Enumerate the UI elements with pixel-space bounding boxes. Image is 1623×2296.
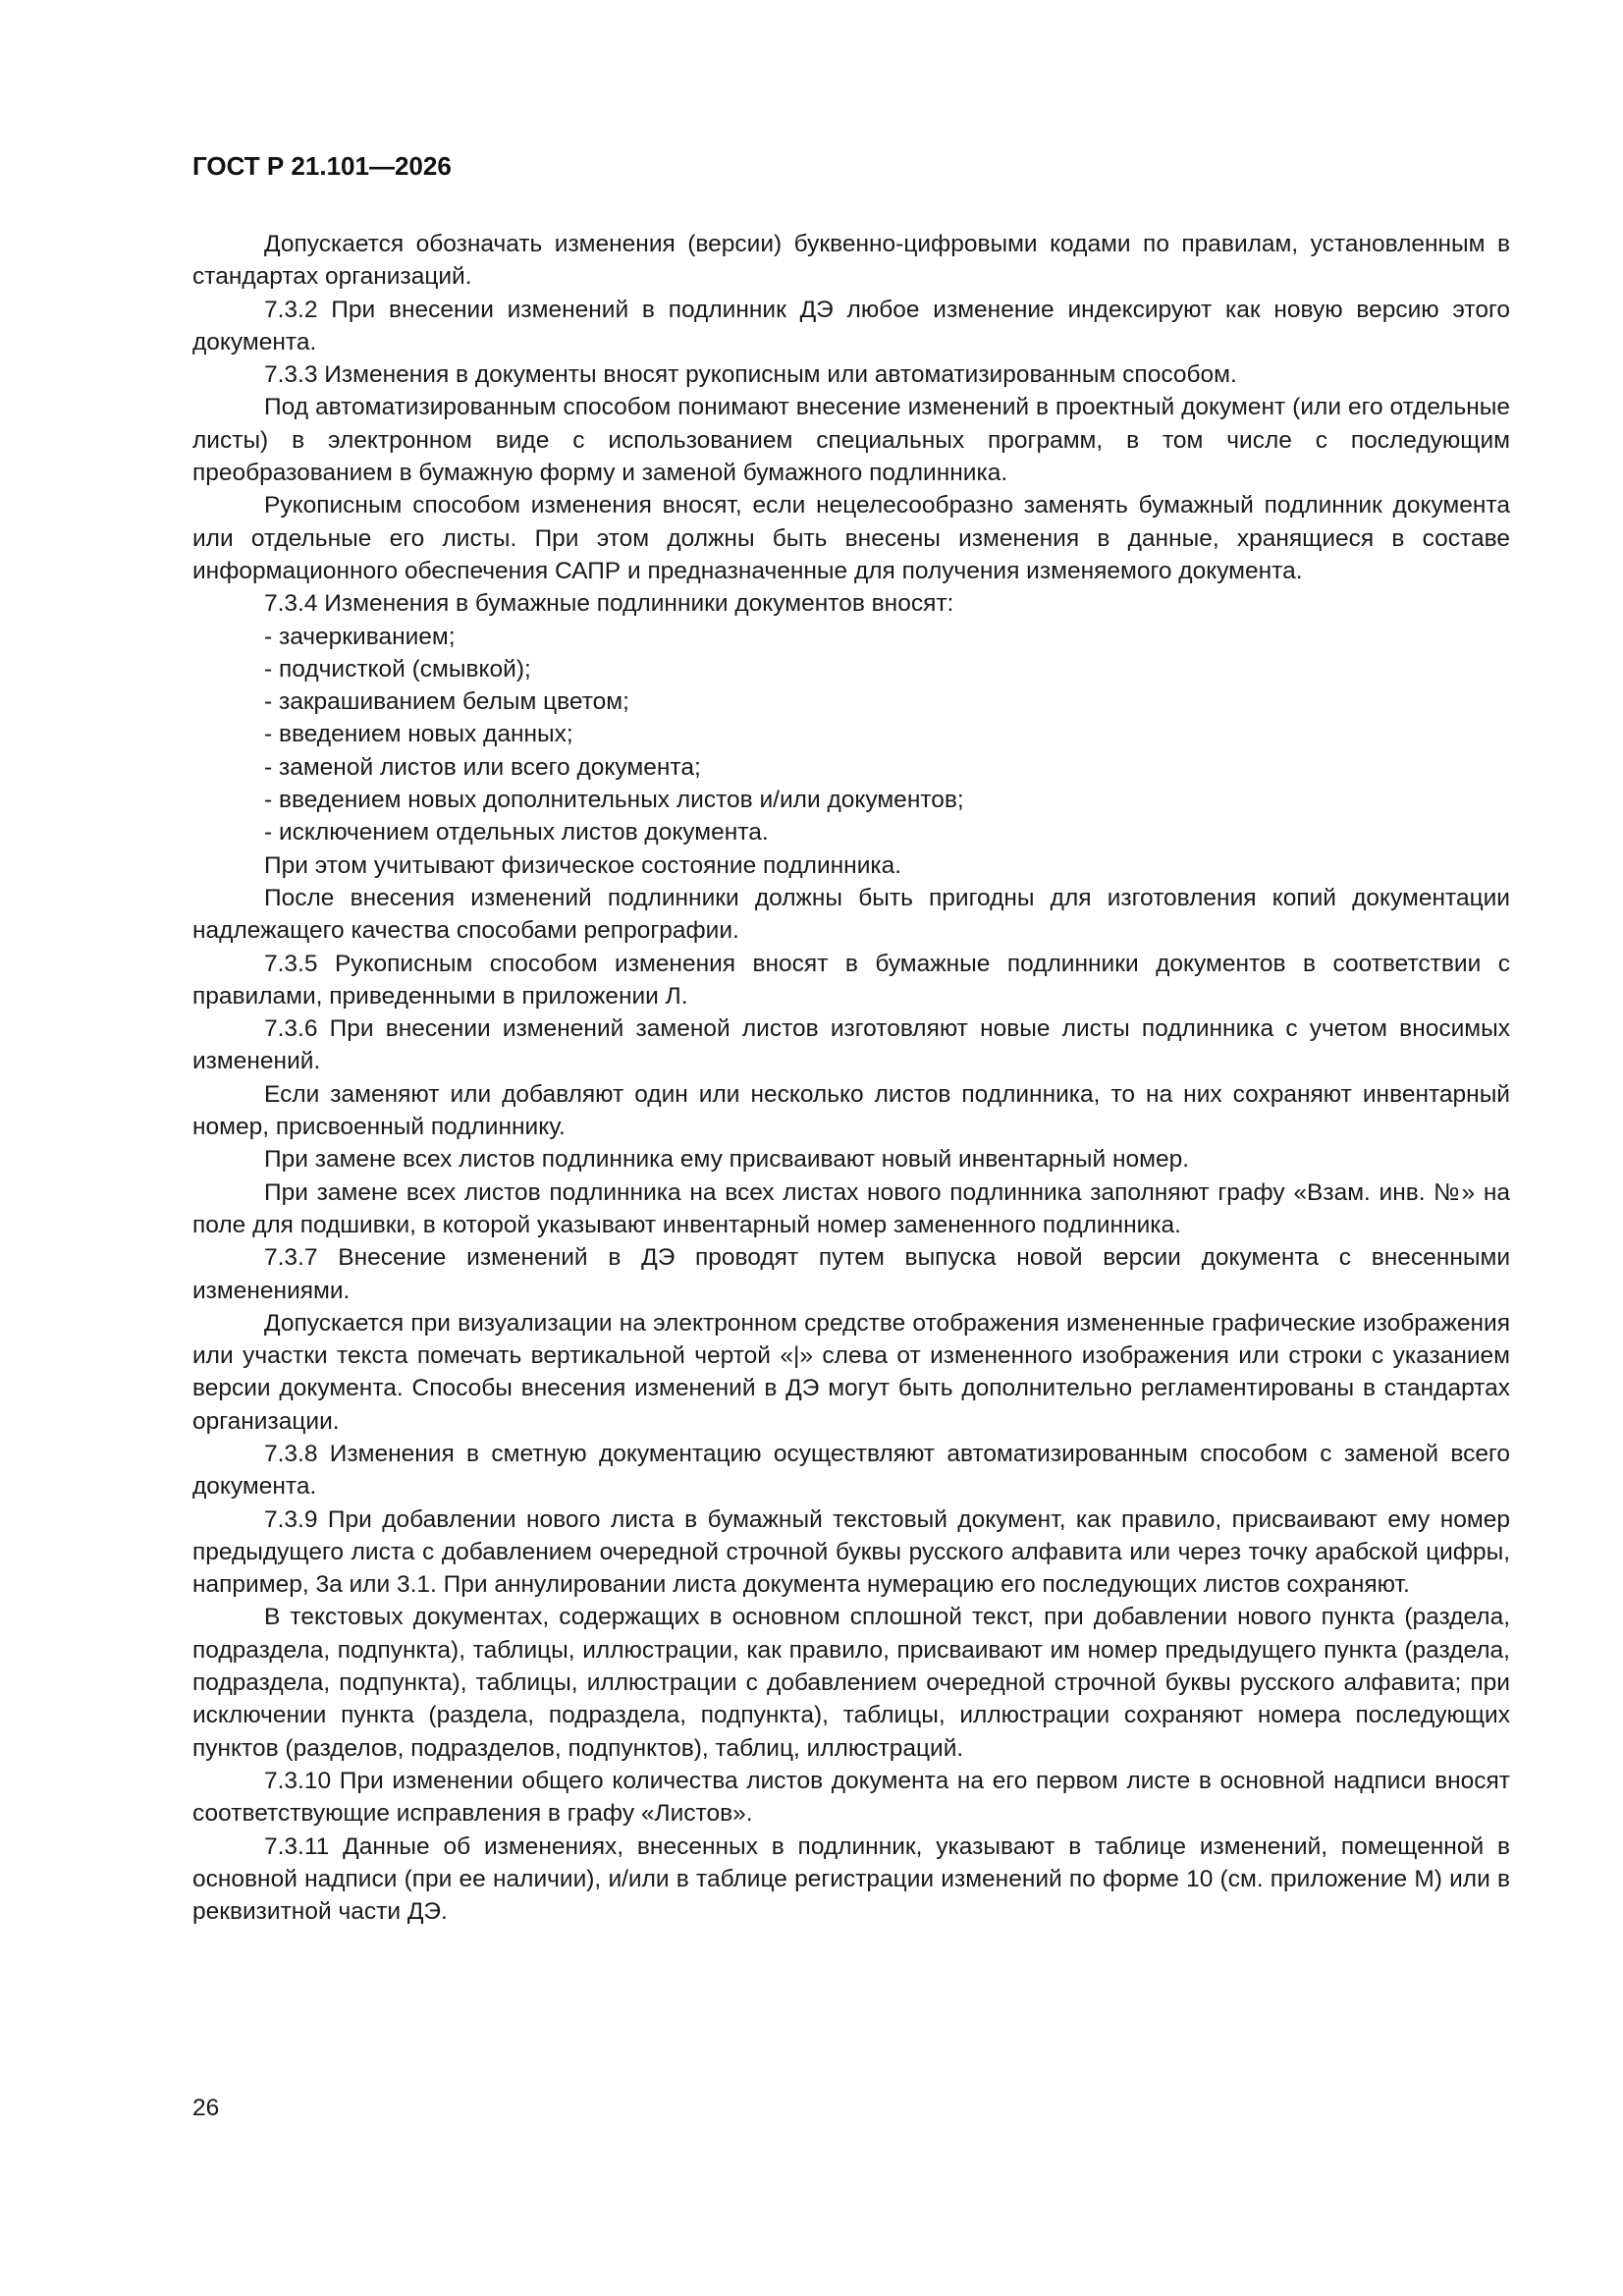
list-item: - подчисткой (смывкой); [264, 655, 531, 683]
paragraph-7-3-5: 7.3.5 Рукописным способом изменения вносят в бумажные подлинники документов в соответствии с правилами, приведенными в приложении Л. [192, 950, 1510, 1010]
paragraph: В текстовых документах, содержащих в основном сплошной текст, при добавлении нового пункта (раздела, подраздела, подпункта), таблицы, иллюстрации, как правило, присваивают им номер предыдущего пункта (раздела, подраздела, подпункта), таблицы, иллюстрации с добавлением очередной строчной буквы русского алфавита; при исключении пункта (раздела, подраздела, подпункта), таблицы, иллюстрации сохраняют номера последующих пунктов (разделов, подразделов, подпунктов), таблиц, иллюстраций. [192, 1604, 1510, 1762]
paragraph-7-3-3: 7.3.3 Изменения в документы вносят рукописным или автоматизированным способом. [264, 361, 1237, 389]
paragraph-7-3-10: 7.3.10 При изменении общего количества листов документа на его первом листе в основной надписи вносят соответствующие исправления в графу «Листов». [192, 1767, 1510, 1828]
paragraph-7-3-6: 7.3.6 При внесении изменений заменой листов изготовляют новые листы подлинника с учетом вносимых изменений. [192, 1015, 1510, 1075]
paragraph: После внесения изменений подлинники должны быть пригодны для изготовления копий документации надлежащего качества способами репрографии. [192, 884, 1510, 945]
paragraph: Под автоматизированным способом понимают внесение изменений в проектный документ (или его отдельные листы) в электронном виде с использованием специальных программ, в том числе с последующим преобразованием в бумажную форму и заменой бумажного подлинника. [192, 394, 1510, 487]
list-item: - введением новых данных; [264, 721, 573, 748]
list-item: - исключением отдельных листов документа. [264, 819, 769, 847]
paragraph: Допускается обозначать изменения (версии) буквенно-цифровыми кодами по правилам, установленным в стандартах организаций. [192, 231, 1510, 291]
document-body [192, 228, 1510, 1928]
list-item: - закрашиванием белым цветом; [264, 688, 629, 716]
paragraph-7-3-2: 7.3.2 При внесении изменений в подлинник ДЭ любое изменение индексируют как новую версию этого документа. [192, 296, 1510, 355]
paragraph: Если заменяют или добавляют один или несколько листов подлинника, то на них сохраняют инвентарный номер, присвоенный подлиннику. [192, 1080, 1510, 1141]
document-code-header: ГОСТ Р 21.101—2026 [192, 151, 452, 181]
paragraph-7-3-7: 7.3.7 Внесение изменений в ДЭ проводят путем выпуска новой версии документа с внесенными изменениями. [192, 1244, 1510, 1304]
paragraph-7-3-9: 7.3.9 При добавлении нового листа в бумажный текстовый документ, как правило, присваивают ему номер предыдущего листа с добавлением очередной строчной буквы русского алфавита или через точку арабской цифры, например, 3а или 3.1. При аннулировании листа документа нумерацию его последующих листов сохраняют. [192, 1505, 1510, 1599]
paragraph: При замене всех листов подлинника на всех листах нового подлинника заполняют графу «Взам. инв. №» на поле для подшивки, в которой указывают инвентарный номер замененного подлинника. [192, 1178, 1510, 1238]
list-item: - зачеркиванием; [264, 623, 456, 650]
paragraph: При этом учитывают физическое состояние подлинника. [264, 851, 902, 879]
paragraph-7-3-11: 7.3.11 Данные об изменениях, внесенных в подлинник, указывают в таблице изменений, помещенной в основной надписи (при ее наличии), и/или в таблице регистрации изменений по форме 10 (см. приложение М) или в реквизитной части ДЭ. [192, 1832, 1510, 1926]
paragraph-7-3-8: 7.3.8 Изменения в сметную документацию осуществляют автоматизированным способом с заменой всего документа. [192, 1440, 1510, 1501]
list-item: - заменой листов или всего документа; [264, 753, 701, 781]
page-number: 26 [192, 2095, 220, 2121]
paragraph-7-3-4: 7.3.4 Изменения в бумажные подлинники документов вносят: [264, 590, 954, 618]
paragraph: Рукописным способом изменения вносят, если нецелесообразно заменять бумажный подлинник документа или отдельные его листы. При этом должны быть внесены изменения в данные, хранящиеся в составе информационного обеспечения САПР и предназначенные для получения изменяемого документа. [192, 492, 1510, 584]
paragraph: Допускается при визуализации на электронном средстве отображения измененные графические изображения или участки текста помечать вертикальной чертой «|» слева от измененного изображения или строки с указанием версии документа. Способы внесения изменений в ДЭ могут быть дополнительно регламентированы в стандартах организации. [192, 1309, 1510, 1435]
paragraph: При замене всех листов подлинника ему присваивают новый инвентарный номер. [264, 1146, 1190, 1174]
list-item: - введением новых дополнительных листов и/или документов; [264, 787, 964, 814]
